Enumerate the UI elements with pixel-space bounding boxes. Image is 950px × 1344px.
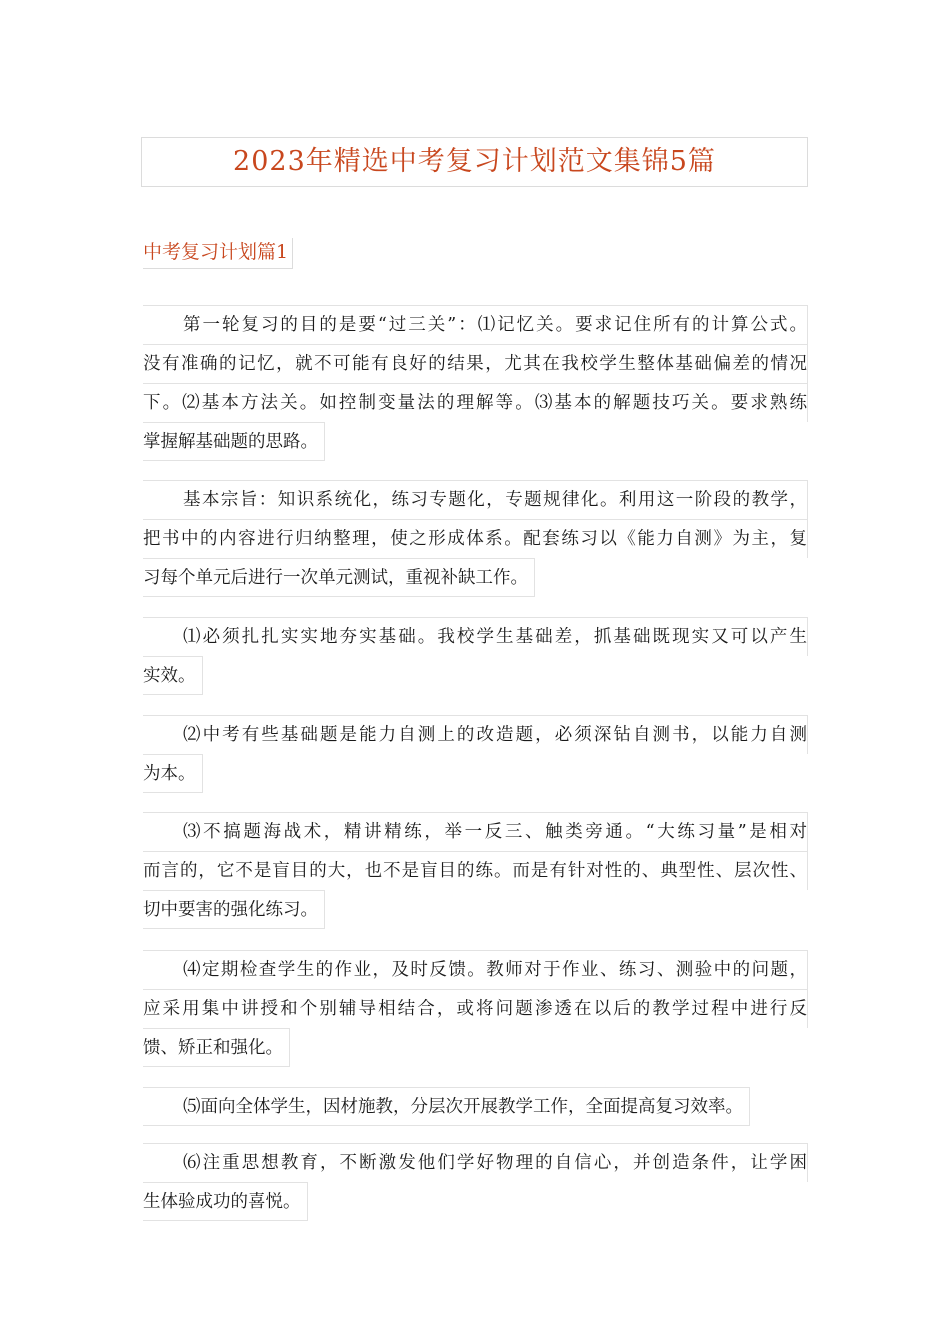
paragraph-line: 下。⑵基本方法关。如控制变量法的理解等。⑶基本的解题技巧关。要求熟练 [143,383,808,422]
paragraph-line: 基本宗旨：知识系统化，练习专题化，专题规律化。利用这一阶段的教学， [143,480,808,519]
paragraph-line: ⑸面向全体学生，因材施教，分层次开展教学工作，全面提高复习效率。 [143,1087,750,1126]
paragraph-line: 把书中的内容进行归纳整理，使之形成体系。配套练习以《能力自测》为主，复 [143,519,808,558]
paragraph [143,480,808,597]
paragraph-line: 掌握解基础题的思路。 [143,422,325,461]
paragraph-line: 生体验成功的喜悦。 [143,1182,308,1221]
paragraph-line: ⑹注重思想教育，不断激发他们学好物理的自信心，并创造条件，让学困 [143,1143,808,1182]
paragraph-line: ⑶不搞题海战术，精讲精练，举一反三、触类旁通。“大练习量”是相对 [143,812,808,851]
paragraph-line: 应采用集中讲授和个别辅导相结合，或将问题渗透在以后的教学过程中进行反 [143,989,808,1028]
paragraph [143,617,808,695]
paragraph [143,950,808,1067]
paragraph-line: ⑷定期检查学生的作业，及时反馈。教师对于作业、练习、测验中的问题， [143,950,808,989]
paragraph [143,812,808,929]
paragraph [143,1143,808,1221]
paragraph-line: 实效。 [143,656,203,695]
paragraph-line: ⑴必须扎扎实实地夯实基础。我校学生基础差，抓基础既现实又可以产生 [143,617,808,656]
paragraph [143,305,808,461]
document-title: 2023年精选中考复习计划范文集锦5篇 [141,137,808,187]
paragraph-line: 馈、矫正和强化。 [143,1028,290,1067]
paragraph-line: 没有准确的记忆，就不可能有良好的结果，尤其在我校学生整体基础偏差的情况 [143,344,808,383]
paragraph [143,1087,808,1126]
paragraph-line: ⑵中考有些基础题是能力自测上的改造题，必须深钻自测书，以能力自测 [143,715,808,754]
paragraph [143,715,808,793]
paragraph-line: 为本。 [143,754,203,793]
section-heading: 中考复习计划篇1 [143,238,293,269]
paragraph-line: 习每个单元后进行一次单元测试，重视补缺工作。 [143,558,535,597]
paragraph-line: 切中要害的强化练习。 [143,890,325,929]
paragraph-line: 第一轮复习的目的是要“过三关”：⑴记忆关。要求记住所有的计算公式。 [143,305,808,344]
paragraph-line: 而言的，它不是盲目的大，也不是盲目的练。而是有针对性的、典型性、层次性、 [143,851,808,890]
